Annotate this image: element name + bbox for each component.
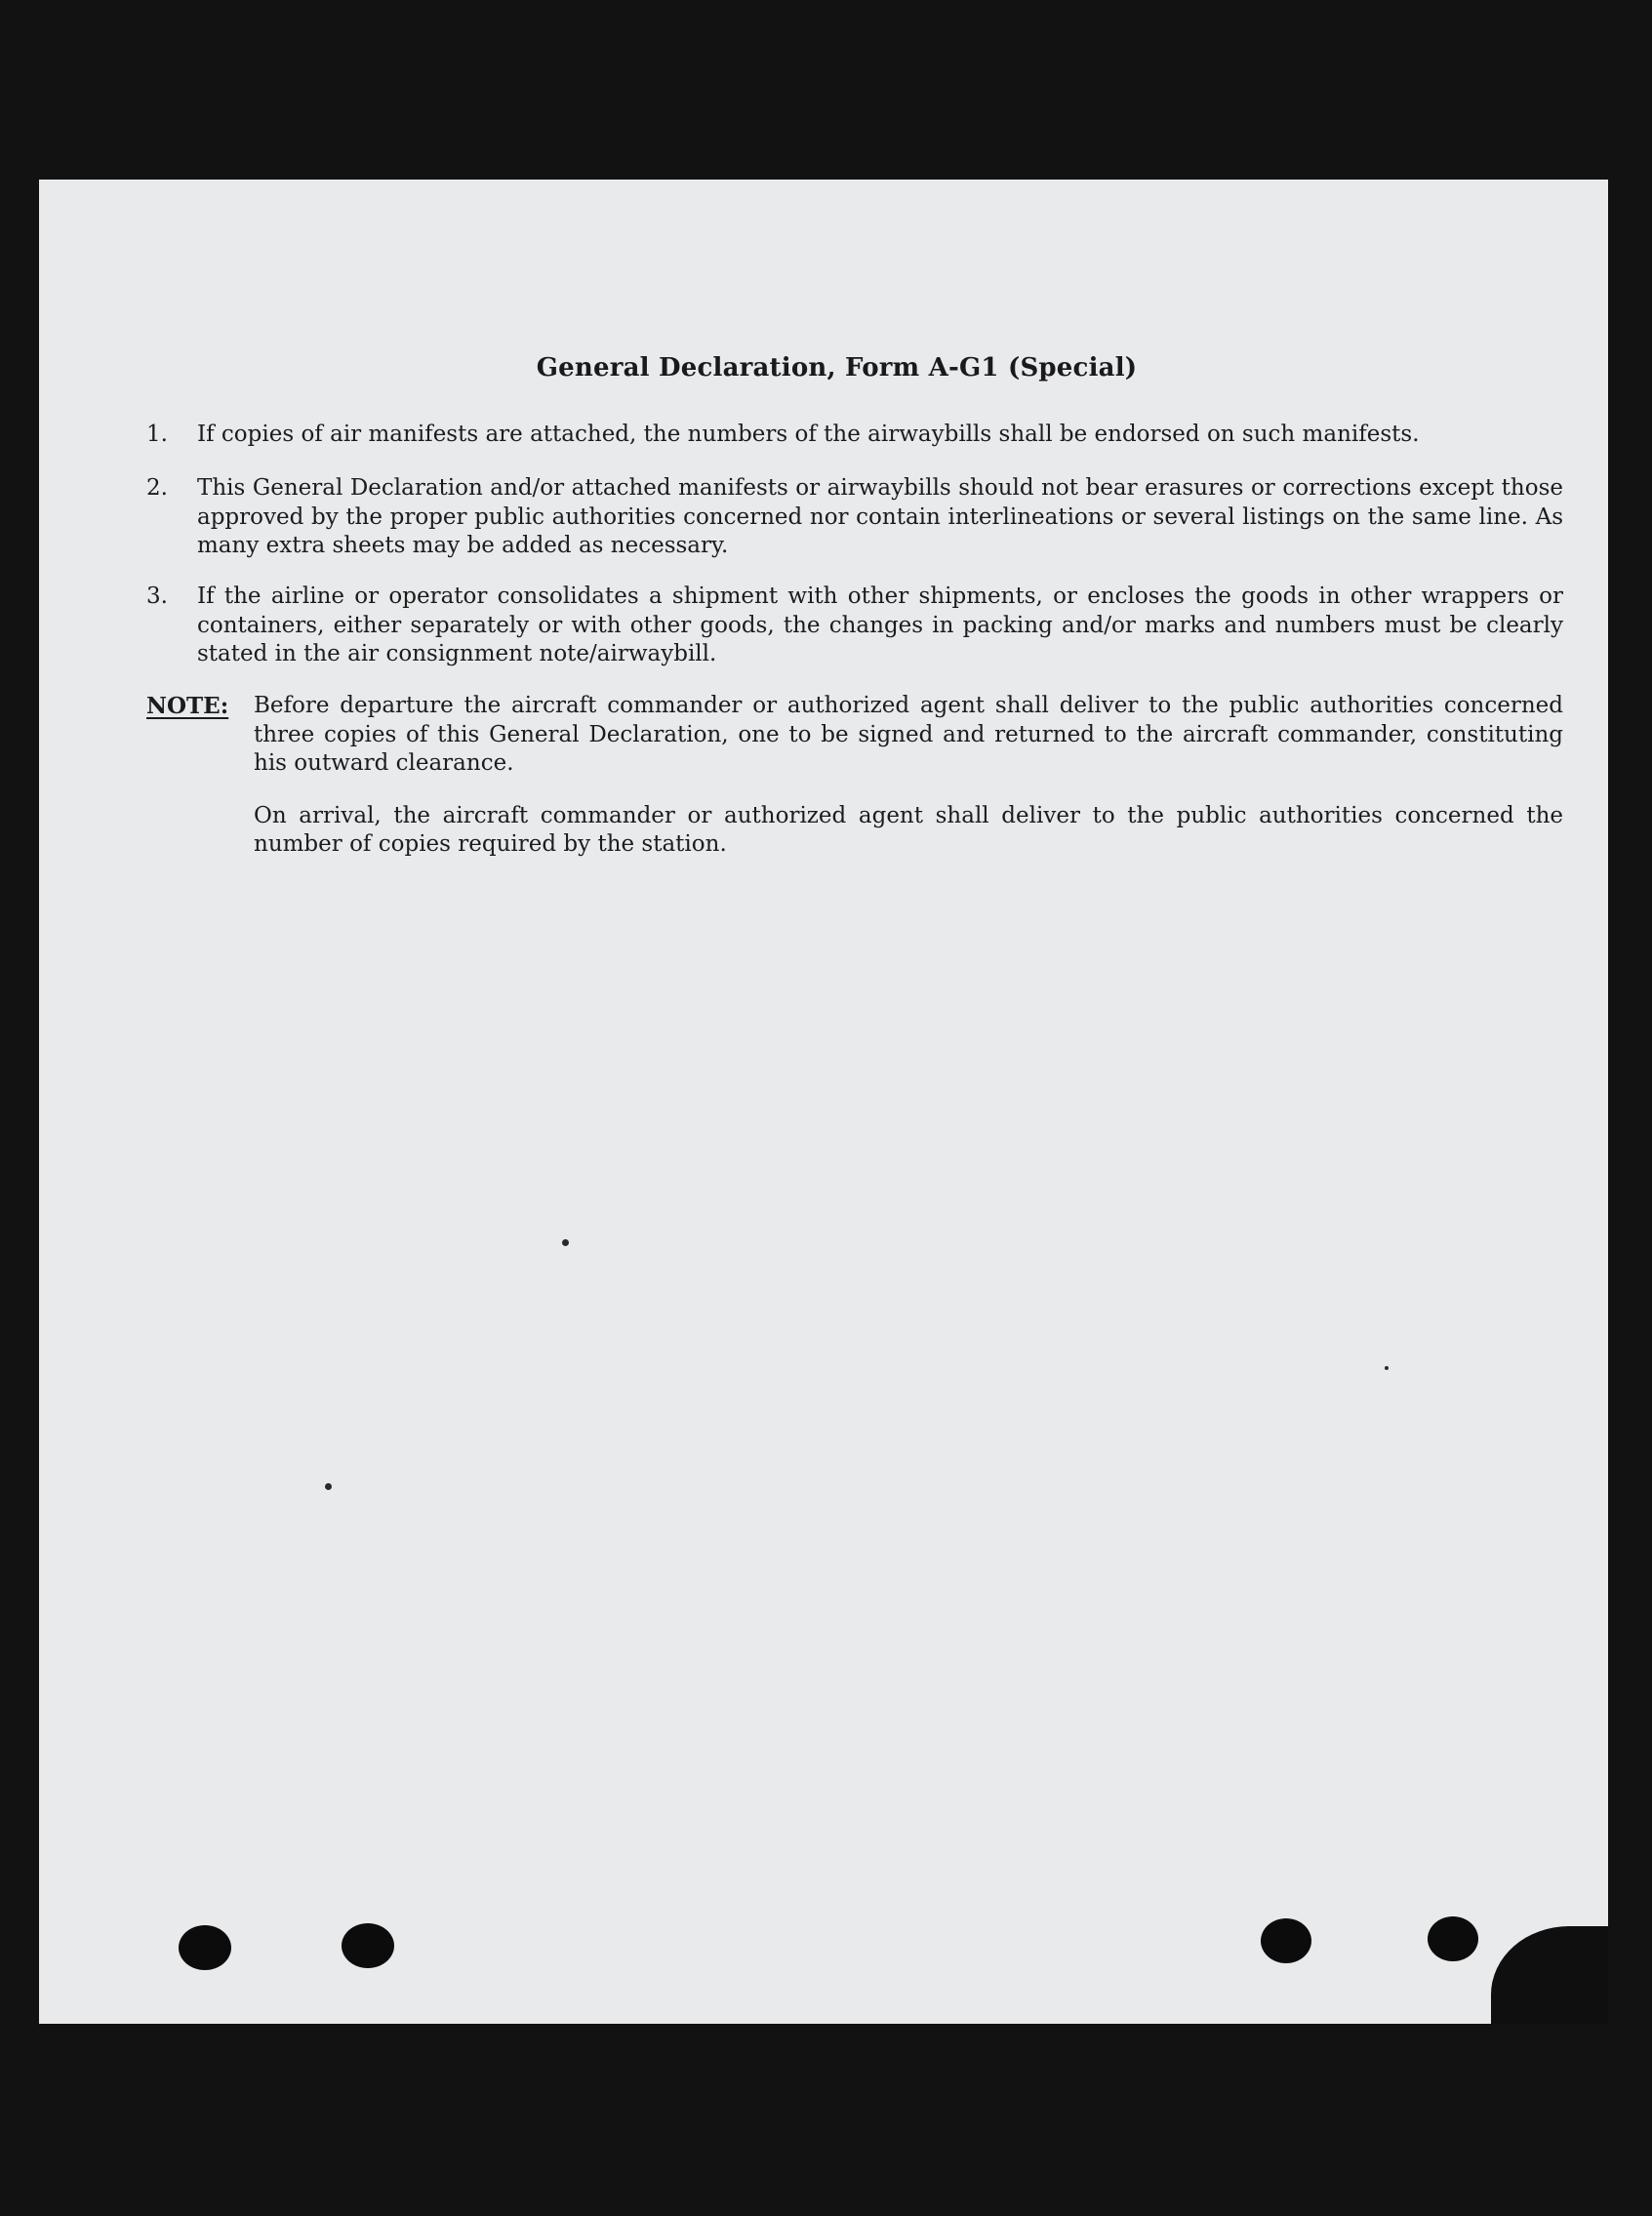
item-number: 1. [146, 422, 168, 447]
dust-speck [1385, 1366, 1389, 1370]
item-number: 3. [146, 584, 168, 609]
punch-hole [342, 1923, 394, 1968]
list-item-2 [146, 474, 1563, 561]
note-paragraph-departure: Before departure the aircraft commander or authorized agent shall deliver to the public authorities concerned three copies of this General Declaration, one to be signed and returned to the aircraft commander, constituting his outward clearance. [254, 693, 1563, 776]
punch-hole [179, 1925, 231, 1970]
list-item-1 [146, 421, 1563, 450]
document-title: General Declaration, Form A-G1 (Special) [536, 353, 1138, 383]
item-number: 2. [146, 475, 168, 501]
item-text: If the airline or operator consolidates a shipment with other shipments, or encloses the goods in other wrappers or containers, either separately or with other goods, the changes in packing and/or marks and numbers must be clearly stated in the air consignment note/airwaybill. [197, 584, 1563, 666]
item-text: If copies of air manifests are attached, the numbers of the airwaybills shall be endorsed on such manifests. [197, 422, 1420, 447]
note-section [146, 692, 1563, 883]
note-label: NOTE: [146, 693, 229, 719]
dust-speck [325, 1483, 332, 1490]
punch-hole [1261, 1918, 1311, 1963]
note-body [254, 692, 1563, 860]
punch-hole [1428, 1916, 1478, 1961]
dust-speck [562, 1239, 569, 1246]
list-item-3 [146, 583, 1563, 669]
paper-sheet [39, 180, 1608, 2024]
note-paragraph-arrival: On arrival, the aircraft commander or authorized agent shall deliver to the public authorities concerned the number of copies required by the station. [254, 802, 1563, 857]
torn-corner [1491, 1926, 1608, 2024]
item-text: This General Declaration and/or attached manifests or airwaybills should not bear erasures or corrections except those approved by the proper public authorities concerned nor contain interlineations or several listings on the same line. As many extra sheets may be added as necessary. [197, 475, 1563, 558]
